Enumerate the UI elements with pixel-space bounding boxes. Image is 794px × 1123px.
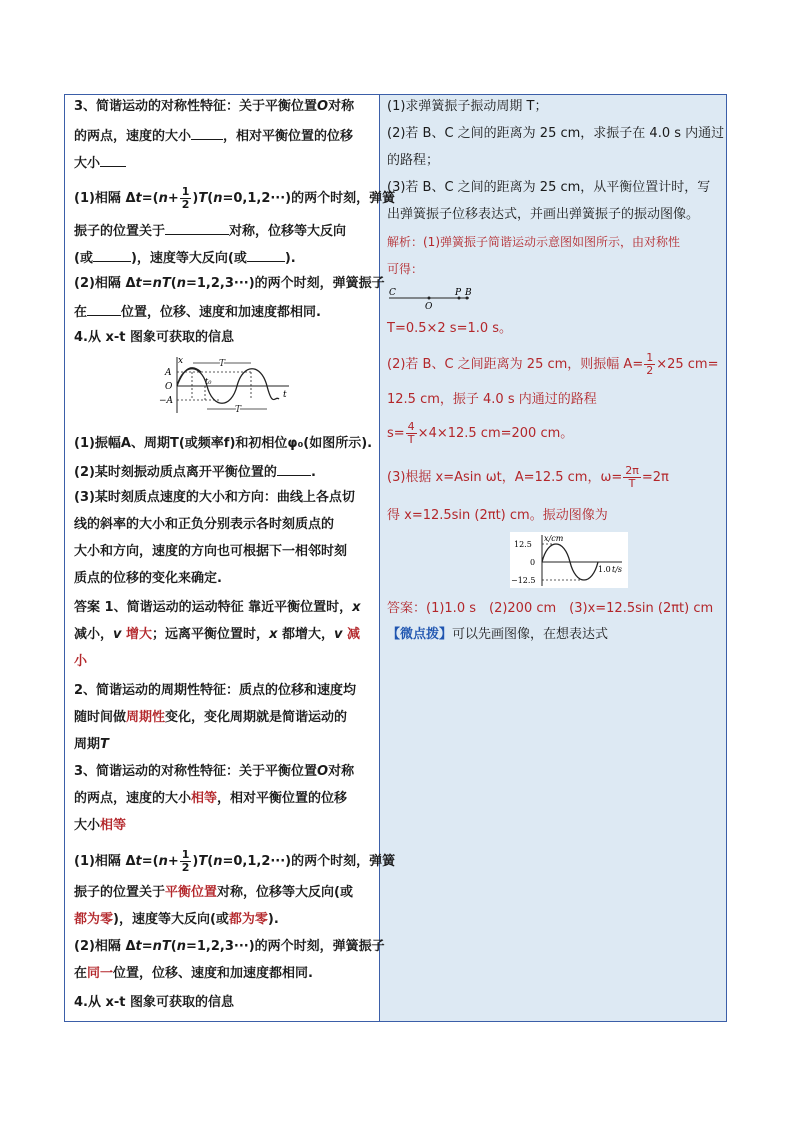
answer-p2-line1 xyxy=(74,939,385,955)
question-2-line2: 的路程； xyxy=(387,153,440,168)
bco-diagram xyxy=(387,284,477,310)
text: 对称，位移等大反向(或 xyxy=(217,885,353,900)
info-1: (1)振幅A、周期T(或频率f)和初相位φ₀(如图所示). xyxy=(74,436,373,451)
text: ；远离平衡位置时， xyxy=(152,627,270,642)
text: ，相对平衡位置的位移 xyxy=(223,129,354,144)
text: T xyxy=(198,191,208,206)
text: t xyxy=(135,939,142,954)
text: 大小 xyxy=(74,818,101,833)
answer-p1-line3 xyxy=(74,912,279,928)
text: (2)相隔 Δ xyxy=(74,939,136,954)
text: 减小， xyxy=(74,627,114,642)
text: =( xyxy=(141,854,159,869)
solution-2-line3 xyxy=(387,421,573,446)
text: x xyxy=(352,600,361,615)
text: 1 xyxy=(646,351,654,364)
highlight: 增大 xyxy=(126,627,153,642)
info-3-line1: (3)某时刻质点速度的大小和方向：曲线上各点切 xyxy=(74,490,355,505)
text: ). xyxy=(284,251,296,266)
text: )，速度等大反向(或 xyxy=(113,912,229,927)
text: ) xyxy=(192,191,199,206)
xt-graph xyxy=(155,355,295,417)
text: )，速度等大反向(或 xyxy=(130,251,247,266)
label-p: P xyxy=(455,288,462,298)
solution-3-line2: 得 x=12.5sin (2πt) cm。振动图像为 xyxy=(387,508,608,523)
axis-label-t: t/s xyxy=(612,565,623,574)
highlight: 减 xyxy=(347,627,361,642)
a-label: A xyxy=(165,368,172,378)
neg-a-label: −A xyxy=(159,396,174,406)
text: =0,1,2···)的两个时刻，弹簧 xyxy=(222,191,396,206)
label-b: B xyxy=(465,288,472,298)
question-3-line1: (3)若 B、C 之间的距离为 25 cm，从平衡位置计时，写 xyxy=(387,180,711,195)
answer-2-line3 xyxy=(74,737,109,753)
text: n xyxy=(158,854,168,869)
answer-1-line1 xyxy=(74,600,361,616)
question-3-line2: 出弹簧振子位移表达式，并画出弹簧振子的振动图像。 xyxy=(387,207,700,222)
highlight: 同一 xyxy=(87,966,114,981)
text: T xyxy=(100,737,109,752)
text: 变化，变化周期就是简谐运动的 xyxy=(165,710,348,725)
text: 4 xyxy=(407,420,415,433)
section-4-title-2: 4.从 x-t 图象可获取的信息 xyxy=(74,995,235,1010)
text: 振子的位置关于 xyxy=(74,224,166,239)
highlight: 平衡位置 xyxy=(165,885,218,900)
highlight: 都为零 xyxy=(228,912,268,927)
text: ) xyxy=(192,854,199,869)
x-label: x xyxy=(178,356,184,366)
fraction xyxy=(180,849,192,874)
text: 周期 xyxy=(74,737,101,752)
section-4-title: 4.从 x-t 图象可获取的信息 xyxy=(74,330,235,345)
point-o xyxy=(428,297,431,300)
answer-line: 答案：(1)1.0 s (2)200 cm (3)x=12.5sin (2πt) cm xyxy=(387,601,714,616)
text: =( xyxy=(141,191,159,206)
axis-label-x: x/cm xyxy=(544,534,564,543)
text: O xyxy=(317,764,329,779)
fraction xyxy=(180,186,192,211)
text: = xyxy=(141,939,153,954)
solution-line2: 可得： xyxy=(387,262,424,276)
text: 2 xyxy=(646,364,654,377)
info-3-line3: 大小和方向，速度的方向也可根据下一相邻时刻 xyxy=(74,544,348,559)
text: T xyxy=(628,477,636,490)
fraction xyxy=(623,465,641,490)
text: 1 xyxy=(181,848,190,861)
text: 位置，位移、速度和加速度都相同. xyxy=(121,305,321,320)
text: 2 xyxy=(181,861,190,874)
text: 对称 xyxy=(328,99,355,114)
info-3-line2: 线的斜率的大小和正负分别表示各时刻质点的 xyxy=(74,517,335,532)
tip-line xyxy=(387,627,608,643)
text: nT xyxy=(152,939,171,954)
text: 3、简谐运动的对称性特征：关于平衡位置 xyxy=(74,764,318,779)
o-label: O xyxy=(165,382,173,392)
text: 位置，位移、速度和加速度都相同. xyxy=(113,966,313,981)
text: nT xyxy=(152,276,171,291)
text: =1,2,3···)的两个时刻，弹簧振子 xyxy=(185,276,385,291)
point-1-line3 xyxy=(74,249,296,267)
text: t xyxy=(135,854,142,869)
text: (1)相隔 Δ xyxy=(74,191,136,206)
text: 答案 1、简谐运动的运动特征 靠近平衡位置时， xyxy=(74,600,353,615)
answer-3-line3 xyxy=(74,818,126,834)
text: 2 xyxy=(181,198,190,211)
answer-1-line3: 小 xyxy=(74,654,88,669)
solution-2-line2: 12.5 cm，振子 4.0 s 内通过的路程 xyxy=(387,392,597,407)
text: 对称，位移等大反向 xyxy=(229,224,347,239)
text: 3、简谐运动的对称性特征：关于平衡位置 xyxy=(74,99,318,114)
solution-line1: 解析：(1)弹簧振子简谐运动示意图如图所示，由对称性 xyxy=(387,235,681,249)
highlight: 相等 xyxy=(191,791,218,806)
text: =1,2,3···)的两个时刻，弹簧振子 xyxy=(185,939,385,954)
answer-3-line1 xyxy=(74,764,354,780)
text: (3)根据 x=Asin ωt，A=12.5 cm，ω= xyxy=(387,470,623,485)
text: 大小 xyxy=(74,156,101,171)
text: (1)相隔 Δ xyxy=(74,854,136,869)
text: = xyxy=(141,276,153,291)
text: ( xyxy=(170,276,177,291)
text: v xyxy=(113,627,122,642)
section-3-line2 xyxy=(74,127,353,145)
question-2-line1: (2)若 B、C 之间的距离为 25 cm，求振子在 4.0 s 内通过 xyxy=(387,126,725,141)
text: + xyxy=(167,854,179,869)
blank xyxy=(277,463,311,476)
answer-3-line2 xyxy=(74,791,347,807)
text: ×4×12.5 cm=200 cm。 xyxy=(417,426,574,441)
text: ×25 cm= xyxy=(656,357,719,372)
blank xyxy=(165,222,229,235)
answer-p1-line2 xyxy=(74,885,353,901)
text: (或 xyxy=(74,251,93,266)
t-label: t xyxy=(283,390,287,400)
text: 振子的位置关于 xyxy=(74,885,166,900)
text: n xyxy=(213,191,223,206)
point-2-line1 xyxy=(74,276,385,292)
text: ( xyxy=(207,854,214,869)
text: 在 xyxy=(74,305,88,320)
text: T xyxy=(198,854,208,869)
text: ( xyxy=(170,939,177,954)
text: 2π xyxy=(625,464,639,477)
fraction xyxy=(644,352,655,377)
question-1: (1)求弹簧振子振动周期 T； xyxy=(387,99,548,114)
text: s= xyxy=(387,426,405,441)
tick-label-bottom: −12.5 xyxy=(511,576,536,585)
period-label-2: T xyxy=(235,405,242,415)
info-2 xyxy=(74,463,316,481)
highlight: 相等 xyxy=(100,818,127,833)
text: =2π xyxy=(641,470,669,485)
text: ). xyxy=(267,912,279,927)
text: t xyxy=(135,191,142,206)
blank xyxy=(191,127,223,140)
text: + xyxy=(167,191,179,206)
section-3-line1 xyxy=(74,99,354,115)
highlight: 都为零 xyxy=(74,912,114,927)
point-1-line1 xyxy=(74,186,395,211)
text: n xyxy=(176,939,186,954)
tick-label-top: 12.5 xyxy=(514,540,532,549)
label-o: O xyxy=(425,302,433,310)
blank xyxy=(93,249,131,262)
text: n xyxy=(213,854,223,869)
answer-p1-line1 xyxy=(74,849,395,874)
answer-1-line2 xyxy=(74,627,360,643)
text: 1 xyxy=(181,185,190,198)
blank xyxy=(87,303,121,316)
t0-label: t₀ xyxy=(205,377,212,386)
blank xyxy=(247,249,285,262)
text: (2)相隔 Δ xyxy=(74,276,136,291)
text: n xyxy=(158,191,168,206)
text: 的两点，速度的大小 xyxy=(74,129,192,144)
tip-tag: 【微点拨】 xyxy=(387,627,453,642)
text: 都增大， xyxy=(281,627,334,642)
text: x xyxy=(269,627,278,642)
text: 对称 xyxy=(328,764,355,779)
fraction xyxy=(406,421,417,446)
text: ，相对平衡位置的位移 xyxy=(217,791,348,806)
answer-2-line2 xyxy=(74,710,347,726)
text: (2)某时刻振动质点离开平衡位置的 xyxy=(74,465,277,480)
text: n xyxy=(176,276,186,291)
text: T xyxy=(407,433,415,446)
text: 的两点，速度的大小 xyxy=(74,791,192,806)
text: ( xyxy=(207,191,214,206)
solution-2-line1 xyxy=(387,352,719,377)
text: t xyxy=(135,276,142,291)
highlight: 周期性 xyxy=(126,710,166,725)
point-2-line2 xyxy=(74,303,321,321)
point-1-line2 xyxy=(74,222,346,240)
info-3-line4: 质点的位移的变化来确定. xyxy=(74,571,222,586)
text: v xyxy=(334,627,343,642)
tick-label-t: 1.0 xyxy=(598,565,611,574)
blank xyxy=(100,154,126,167)
section-3-line3 xyxy=(74,154,126,172)
answer-p2-line2 xyxy=(74,966,313,982)
solution-period: T=0.5×2 s=1.0 s。 xyxy=(387,321,513,336)
text: O xyxy=(317,99,329,114)
period-label: T xyxy=(219,359,226,369)
vibration-graph xyxy=(510,532,628,588)
text: (2)若 B、C 之间距离为 25 cm，则振幅 A= xyxy=(387,357,644,372)
text: 随时间做 xyxy=(74,710,127,725)
text: . xyxy=(310,465,316,480)
tick-label-zero: 0 xyxy=(530,558,536,567)
label-c: C xyxy=(389,288,396,298)
text: 在 xyxy=(74,966,88,981)
tip-text: 可以先画图像，在想表达式 xyxy=(452,627,609,642)
answer-2-line1: 2、简谐运动的周期性特征：质点的位移和速度均 xyxy=(74,683,357,698)
solution-3-line1 xyxy=(387,465,669,490)
text: =0,1,2···)的两个时刻，弹簧 xyxy=(222,854,396,869)
